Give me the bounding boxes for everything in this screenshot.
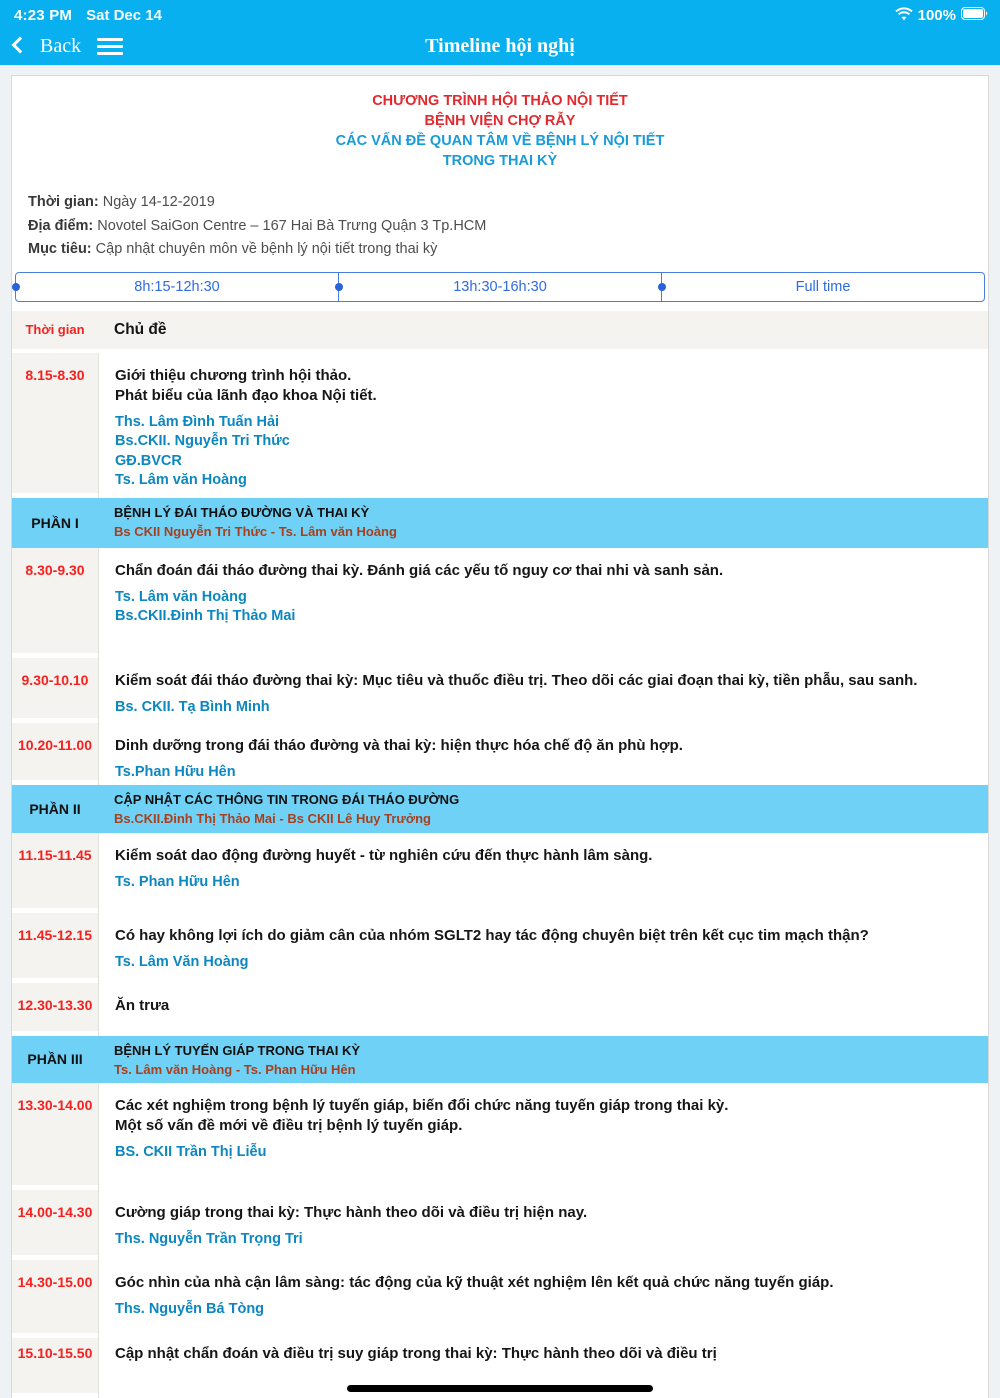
event-info-line [28,191,988,215]
wifi-icon [895,7,913,25]
event-title-line: TRONG THAI KỲ [442,153,558,169]
event-info-value: Ngày 14-12-2019 [102,194,215,210]
schedule-section-row [12,785,988,833]
session-speakers [115,588,970,627]
event-title-line: CÁC VẤN ĐỀ QUAN TÂM VỀ BỆNH LÝ NỘI TIẾT [335,133,665,149]
speaker-name: Ths. Lâm Đình Tuấn Hải [115,413,280,430]
tab-label: 13h:30-16h:30 [453,278,547,295]
session-time: 8.15-8.30 [12,353,98,493]
app-header [0,0,1000,65]
speaker-name: Bs. CKII. Tạ Bình Minh [115,698,270,715]
section-body [98,498,988,548]
nav-bar [0,27,1000,65]
session-title [115,671,970,691]
speaker-name: Ths. Nguyễn Bá Tòng [115,1300,265,1317]
tab-radio-dot [335,283,343,291]
event-info-line [28,215,988,239]
status-bar [0,0,1000,27]
time-filter-tabs [15,272,985,302]
session-speakers [115,1300,970,1320]
back-label: Back [40,34,82,57]
session-title-line: Chẩn đoán đái tháo đường thai kỳ. Đánh giá các yếu tố nguy cơ thai nhi và sanh sản. [115,561,724,579]
session-title-line: Giới thiệu chương trình hội thảo. [115,366,352,384]
session-title [115,846,970,866]
tab-label: 8h:15-12h:30 [134,278,220,295]
battery-percentage: 100% [917,7,956,24]
schedule-row [12,1260,988,1338]
session-time: 12.30-13.30 [12,983,98,1031]
battery-icon [961,7,988,24]
section-chairs: Ts. Lâm văn Hoàng - Ts. Phan Hữu Hên [114,1061,356,1077]
schedule-header-topic: Chủ đề [114,320,167,338]
speaker-name: Ths. Nguyễn Trần Trọng Tri [115,1230,303,1247]
section-body [98,1036,988,1083]
page-title: Timeline hội nghị [425,34,575,57]
schedule-row [12,1083,988,1190]
session-time: 9.30-10.10 [12,658,98,718]
session-body [98,913,988,983]
session-body [98,1083,988,1190]
schedule-row [12,1190,988,1260]
event-info-label: Mục tiêu: [28,241,92,257]
session-body [98,983,988,1036]
session-title [115,996,970,1016]
tab-2[interactable] [338,273,661,301]
schedule-header-row [12,311,988,349]
section-chairs: Bs.CKII.Đinh Thị Thảo Mai - Bs CKII Lê Huy Trưởng [114,810,431,826]
section-part-label: PHẦN III [27,1051,83,1067]
back-chevron-icon [12,37,29,54]
session-title-line: Cập nhật chẩn đoán và điều trị suy giáp trong thai kỳ: Thực hành theo dõi và điều trị [115,1344,717,1362]
speaker-name: Ts. Lâm văn Hoàng [115,588,247,605]
session-speakers [115,1143,970,1163]
speaker-name: BS. CKII Trần Thị Liễu [115,1143,267,1160]
session-title-line: Một số vấn đề mới về điều trị bệnh lý tuyến giáp. [115,1116,463,1134]
session-body [98,548,988,658]
event-info-value: Novotel SaiGon Centre – 167 Hai Bà Trưng Quận 3 Tp.HCM [97,217,487,234]
speaker-name: Ts.Phan Hữu Hên [115,763,236,780]
session-title-line: Góc nhìn của nhà cận lâm sàng: tác động của kỹ thuật xét nghiệm lên kết quả chức năng tuyến giáp. [115,1273,834,1291]
session-time: 11.45-12.15 [12,913,98,978]
session-title [115,561,970,581]
event-title-line: BỆNH VIỆN CHỢ RẪY [424,113,576,129]
session-title-line: Phát biểu của lãnh đạo khoa Nội tiết. [115,386,377,404]
session-title [115,366,970,406]
section-title: BỆNH LÝ TUYẾN GIÁP TRONG THAI KỲ [114,1042,361,1058]
session-time: 10.20-11.00 [12,723,98,780]
speaker-name: Bs.CKII. Nguyễn Tri Thức [115,433,290,449]
schedule-section-row [12,1036,988,1083]
session-title [115,736,970,756]
tab-1[interactable] [16,273,338,301]
tab-radio-dot [658,283,666,291]
session-body [98,1260,988,1338]
session-speakers [115,698,970,718]
schedule-row [12,353,988,498]
status-time: 4:23 PM [14,7,73,24]
session-title-line: Ăn trưa [115,996,170,1014]
back-button[interactable] [14,35,81,58]
status-date: Sat Dec 14 [86,7,162,24]
session-title [115,926,970,946]
session-speakers [115,873,970,893]
session-body [98,723,988,785]
session-speakers [115,1230,970,1250]
session-body [98,353,988,498]
session-time: 8.30-9.30 [12,548,98,653]
session-body [98,658,988,723]
schedule-row [12,723,988,785]
section-chairs: Bs CKII Nguyễn Tri Thức - Ts. Lâm văn Hoàng [114,523,397,539]
session-time: 15.10-15.50 [12,1338,98,1393]
session-time: 11.15-11.45 [12,833,98,908]
speaker-name: GĐ.BVCR [115,452,182,469]
event-info-label: Thời gian: [28,194,99,210]
session-title [115,1203,970,1223]
speaker-name: Ts. Lâm Văn Hoàng [115,953,249,970]
session-speakers [115,763,970,783]
schedule-row [12,658,988,723]
session-title [115,1273,970,1293]
program-card [11,75,989,1398]
schedule-section-row [12,498,988,548]
session-time: 14.00-14.30 [12,1190,98,1255]
speaker-name: Ts. Phan Hữu Hên [115,873,240,890]
speaker-name: Ts. Lâm văn Hoàng [115,472,247,488]
session-title-line: Kiểm soát đái tháo đường thai kỳ: Mục tiêu và thuốc điều trị. Theo dõi các giai đoạn thai kỳ, tiền phẫu, sau sanh. [115,671,918,689]
session-body [98,1190,988,1260]
event-title-line: CHƯƠNG TRÌNH HỘI THẢO NỘI TIẾT [372,93,628,109]
event-title-block [12,76,988,171]
section-body [98,785,988,833]
session-time: 14.30-15.00 [12,1260,98,1333]
section-title: BỆNH LÝ ĐÁI THÁO ĐƯỜNG VÀ THAI KỲ [114,504,370,520]
schedule-header-time: Thời gian [25,322,85,337]
session-time: 13.30-14.00 [12,1083,98,1185]
event-info-line [28,238,988,262]
event-info-value: Cập nhật chuyên môn về bệnh lý nội tiết trong thai kỳ [95,241,438,257]
event-info-label: Địa điểm: [28,217,94,234]
schedule-row [12,913,988,983]
speaker-name: Bs.CKII.Đinh Thị Thảo Mai [115,608,296,624]
session-title-line: Dinh dưỡng trong đái tháo đường và thai kỳ: hiện thực hóa chế độ ăn phù hợp. [115,736,683,754]
session-title-line: Kiểm soát dao động đường huyết - từ nghiên cứu đến thực hành lâm sàng. [115,846,653,864]
tab-label: Full time [795,278,851,295]
schedule-row [12,983,988,1036]
home-indicator[interactable] [347,1385,653,1392]
session-title [115,1096,970,1136]
session-speakers [115,413,970,491]
schedule-row [12,833,988,913]
session-body [98,833,988,913]
section-part-label: PHẦN I [31,514,79,531]
session-title-line: Cường giáp trong thai kỳ: Thực hành theo dõi và điều trị hiện nay. [115,1203,588,1221]
event-info-block [12,191,988,262]
schedule-rows [12,353,988,1398]
session-title-line: Các xét nghiệm trong bệnh lý tuyến giáp, biến đổi chức năng tuyến giáp trong thai kỳ. [115,1096,729,1114]
section-part-label: PHẦN II [29,800,81,817]
section-title: CẬP NHẬT CÁC THÔNG TIN TRONG ĐÁI THÁO ĐƯỜNG [114,791,460,807]
session-title [115,1344,970,1364]
session-title-line: Có hay không lợi ích do giảm cân của nhóm SGLT2 hay tác động chuyên biệt trên kết cục tim mạch thận? [115,926,869,944]
session-speakers [115,953,970,973]
tab-3[interactable] [661,273,984,301]
page-background [0,65,1000,1362]
schedule-row [12,548,988,658]
tab-radio-dot [12,283,20,291]
